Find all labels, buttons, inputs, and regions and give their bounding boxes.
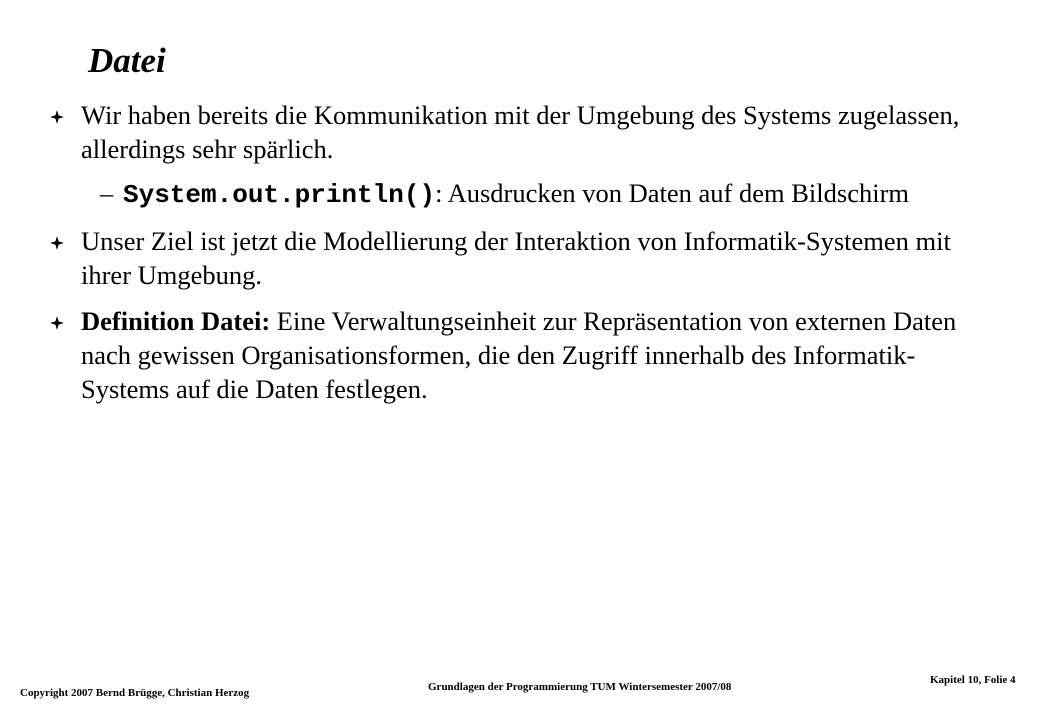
footer-chapter: Kapitel 10, Folie 4: [930, 674, 1016, 686]
definition-label: Definition Datei:: [81, 306, 271, 336]
bullet-item: [48, 304, 998, 406]
bullet-text: Unser Ziel ist jetzt die Modellierung der Interaktion von Informatik-Systemen mit ihrer Umgebung.: [81, 226, 951, 290]
diamond-bullet-icon: [50, 110, 64, 124]
code-text: System.out.println(): [123, 180, 436, 210]
slide-title: Datei: [88, 41, 166, 80]
bullet-text: Wir haben bereits die Kommunikation mit der Umgebung des Systems zugelassen, allerdings sehr spärlich.: [81, 100, 960, 164]
bullet-text: Eine Verwaltungseinheit zur Repräsentation von externen Daten nach gewissen Organisationsformen, die den Zugriff innerhalb des Informatik-Systems auf die Daten festlegen.: [81, 306, 957, 404]
diamond-bullet-icon: [50, 316, 64, 330]
dash-marker: –: [100, 178, 114, 208]
bullet-item: [48, 98, 998, 166]
footer-copyright: Copyright 2007 Bernd Brügge, Christian Herzog: [20, 687, 250, 699]
slide-content: [48, 98, 998, 418]
diamond-bullet-icon: [50, 236, 64, 250]
footer-course: Grundlagen der Programmierung TUM Wintersemester 2007/08: [428, 681, 732, 693]
bullet-item: [48, 224, 998, 292]
sub-bullet-text: : Ausdrucken von Daten auf dem Bildschirm: [435, 178, 910, 208]
sub-bullet-item: [48, 176, 998, 212]
